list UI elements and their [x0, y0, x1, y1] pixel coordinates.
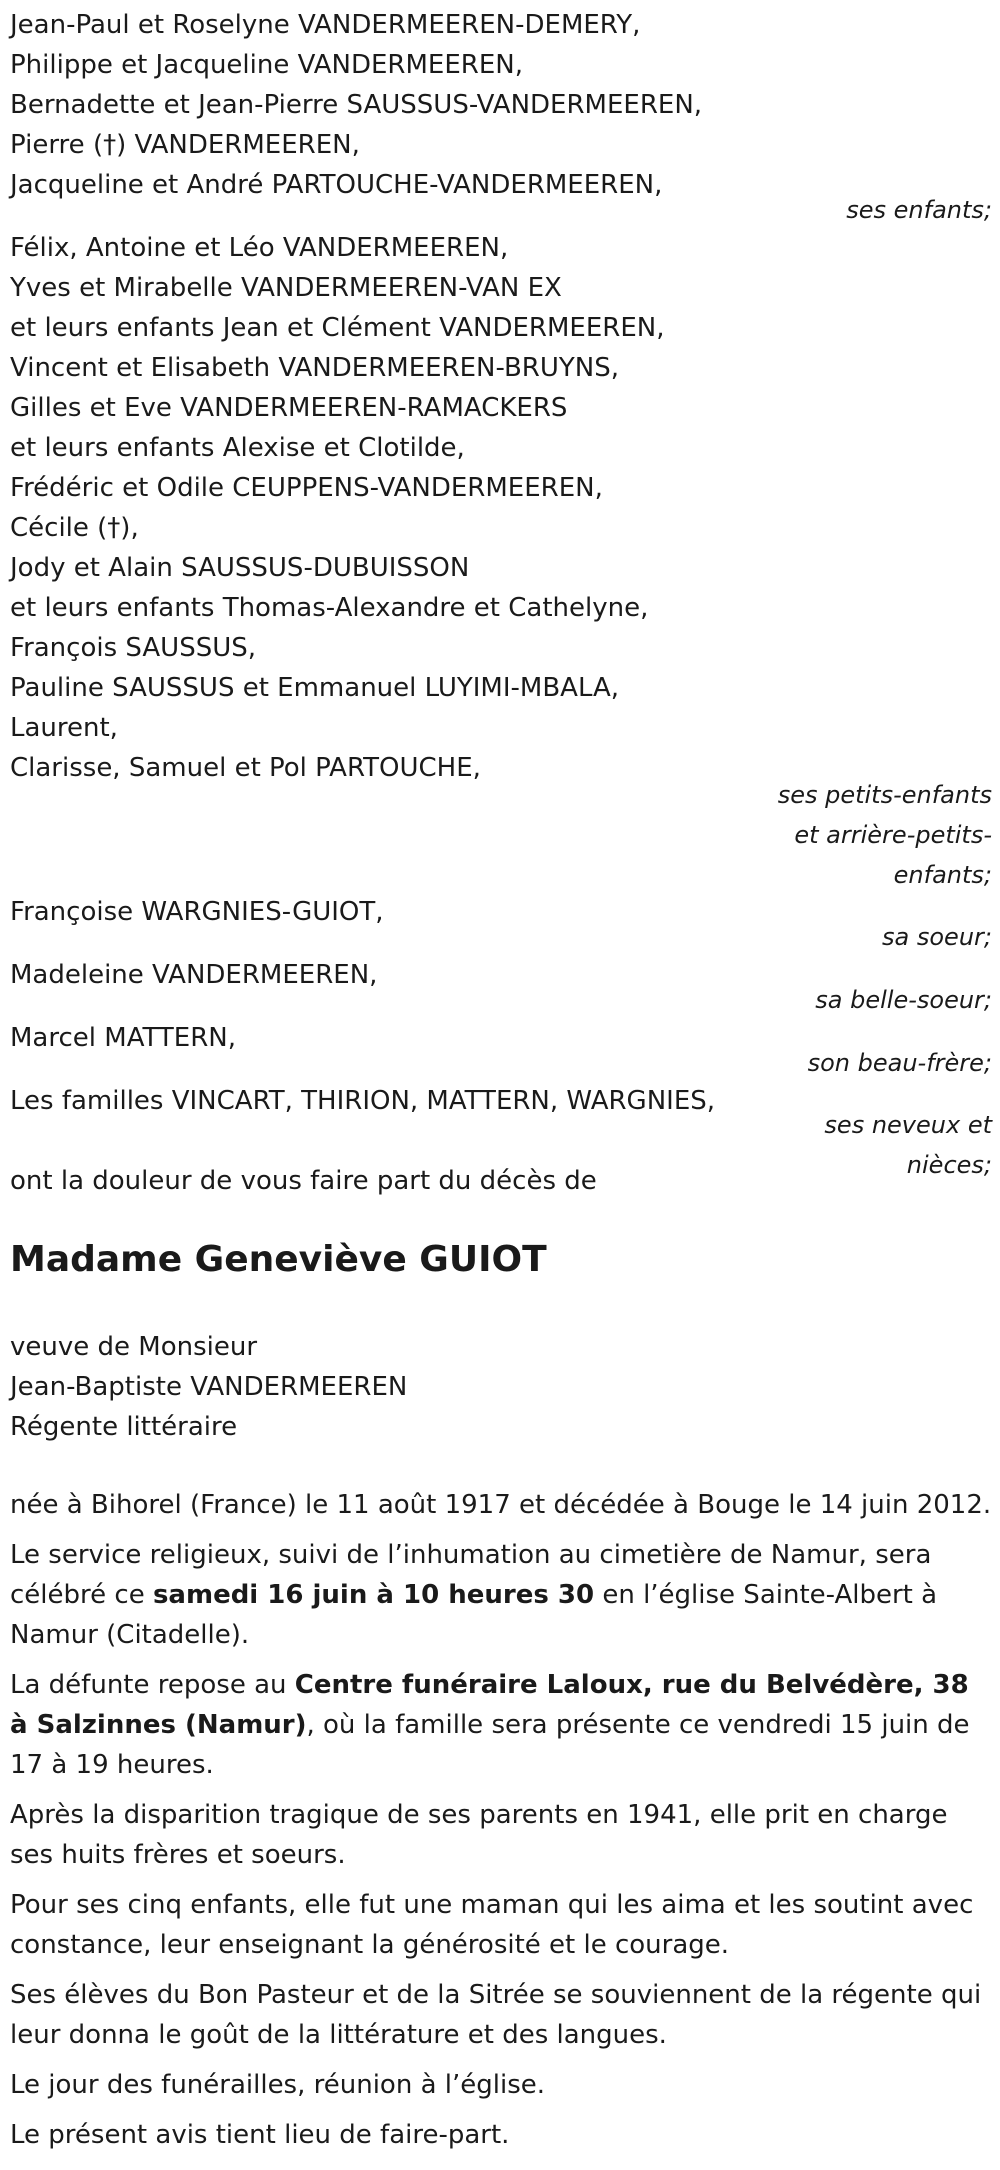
list-item: Madeleine VANDERMEEREN, — [10, 960, 378, 990]
sister-entry — [10, 892, 710, 932]
list-item: Bernadette et Jean-Pierre SAUSSUS-VANDERMEEREN, — [10, 90, 703, 120]
list-item: Yves et Mirabelle VANDERMEEREN-VAN EX — [10, 273, 562, 303]
list-item: Vincent et Elisabeth VANDERMEEREN-BRUYNS, — [10, 353, 619, 383]
list-item: Gilles et Eve VANDERMEEREN-RAMACKERS — [10, 393, 568, 423]
teacher-paragraph: Ses élèves du Bon Pasteur et de la Sitrée se souviennent de la régente qui leur donna le goût de la littérature et des langues. — [10, 1980, 982, 2050]
list-item: et leurs enfants Jean et Clément VANDERMEEREN, — [10, 313, 665, 343]
children-list — [10, 5, 710, 205]
list-item: et leurs enfants Thomas-Alexandre et Cathelyne, — [10, 593, 649, 623]
role-line: ses petits-enfants — [777, 781, 992, 809]
role-line: enfants; — [893, 861, 992, 889]
grandchildren-role — [732, 775, 992, 895]
role-line: et arrière-petits- — [794, 821, 992, 849]
service-text: Le service religieux, suivi de l’inhumation au cimetière de Namur, sera célébré ce — [10, 1540, 932, 1610]
list-item: Clarisse, Samuel et Pol PARTOUCHE, — [10, 753, 481, 783]
history-paragraph: Après la disparition tragique de ses parents en 1941, elle prit en charge ses huits frères et soeurs. — [10, 1800, 948, 1870]
deceased-details — [10, 1327, 710, 1447]
families-role — [732, 1105, 992, 1185]
sister-in-law-role: sa belle-soeur; — [815, 986, 992, 1014]
repose-text: La défunte repose au — [10, 1670, 295, 1700]
list-item: Jacqueline et André PARTOUCHE-VANDERMEEREN, — [10, 170, 663, 200]
service-location: en l’église Sainte-Albert à Namur (Citadelle). — [10, 1580, 938, 1650]
birth-death-paragraph: née à Bihorel (France) le 11 août 1917 et décédée à Bouge le 14 juin 2012. — [10, 1490, 992, 1520]
detail-line: Jean-Baptiste VANDERMEEREN — [10, 1372, 408, 1402]
list-item: et leurs enfants Alexise et Clotilde, — [10, 433, 465, 463]
families-entry — [10, 1081, 716, 1121]
sister-role: sa soeur; — [882, 923, 992, 951]
detail-line: Régente littéraire — [10, 1412, 238, 1442]
deceased-name: Madame Geneviève GUIOT — [10, 1239, 547, 1280]
service-date: samedi 16 juin à 10 heures 30 — [152, 1580, 595, 1610]
list-item: Cécile (†), — [10, 513, 139, 543]
list-item: Jean-Paul et Roselyne VANDERMEEREN-DEMERY, — [10, 10, 641, 40]
list-item: Pauline SAUSSUS et Emmanuel LUYIMI-MBALA, — [10, 673, 620, 703]
list-item: Philippe et Jacqueline VANDERMEEREN, — [10, 50, 523, 80]
announcement — [10, 1161, 710, 1201]
service-paragraph — [10, 1535, 995, 1655]
repose-location: Centre funéraire Laloux, rue du Belvédère, 38 à Salzinnes (Namur) — [10, 1670, 969, 1740]
repose-visit: , où la famille sera présente ce vendredi 15 juin de 17 à 19 heures. — [10, 1710, 970, 1780]
list-item: Les familles VINCART, THIRION, MATTERN, WARGNIES, — [10, 1086, 716, 1116]
list-item: Félix, Antoine et Léo VANDERMEEREN, — [10, 233, 509, 263]
closing-paragraph: Le présent avis tient lieu de faire-part. — [10, 2120, 510, 2150]
list-item: Laurent, — [10, 713, 118, 743]
children-role: ses enfants; — [846, 196, 992, 224]
brother-in-law-entry — [10, 1018, 710, 1058]
list-item: Frédéric et Odile CEUPPENS-VANDERMEEREN, — [10, 473, 603, 503]
reunion-paragraph: Le jour des funérailles, réunion à l’église. — [10, 2070, 546, 2100]
role-line: nièces; — [906, 1151, 992, 1179]
role-line: ses neveux et — [824, 1111, 992, 1139]
grandchildren-list — [10, 228, 710, 788]
repose-paragraph — [10, 1665, 995, 1785]
sister-in-law-entry — [10, 955, 710, 995]
mother-paragraph: Pour ses cinq enfants, elle fut une maman qui les aima et les soutint avec constance, leur enseignant la générosité et le courage. — [10, 1890, 974, 1960]
list-item: Pierre (†) VANDERMEEREN, — [10, 130, 360, 160]
detail-line: veuve de Monsieur — [10, 1332, 258, 1362]
list-item: Marcel MATTERN, — [10, 1023, 236, 1053]
announcement-text: ont la douleur de vous faire part du décès de — [10, 1166, 597, 1196]
brother-in-law-role: son beau-frère; — [807, 1049, 992, 1077]
list-item: Jody et Alain SAUSSUS-DUBUISSON — [10, 553, 470, 583]
list-item: François SAUSSUS, — [10, 633, 257, 663]
list-item: Françoise WARGNIES-GUIOT, — [10, 897, 384, 927]
